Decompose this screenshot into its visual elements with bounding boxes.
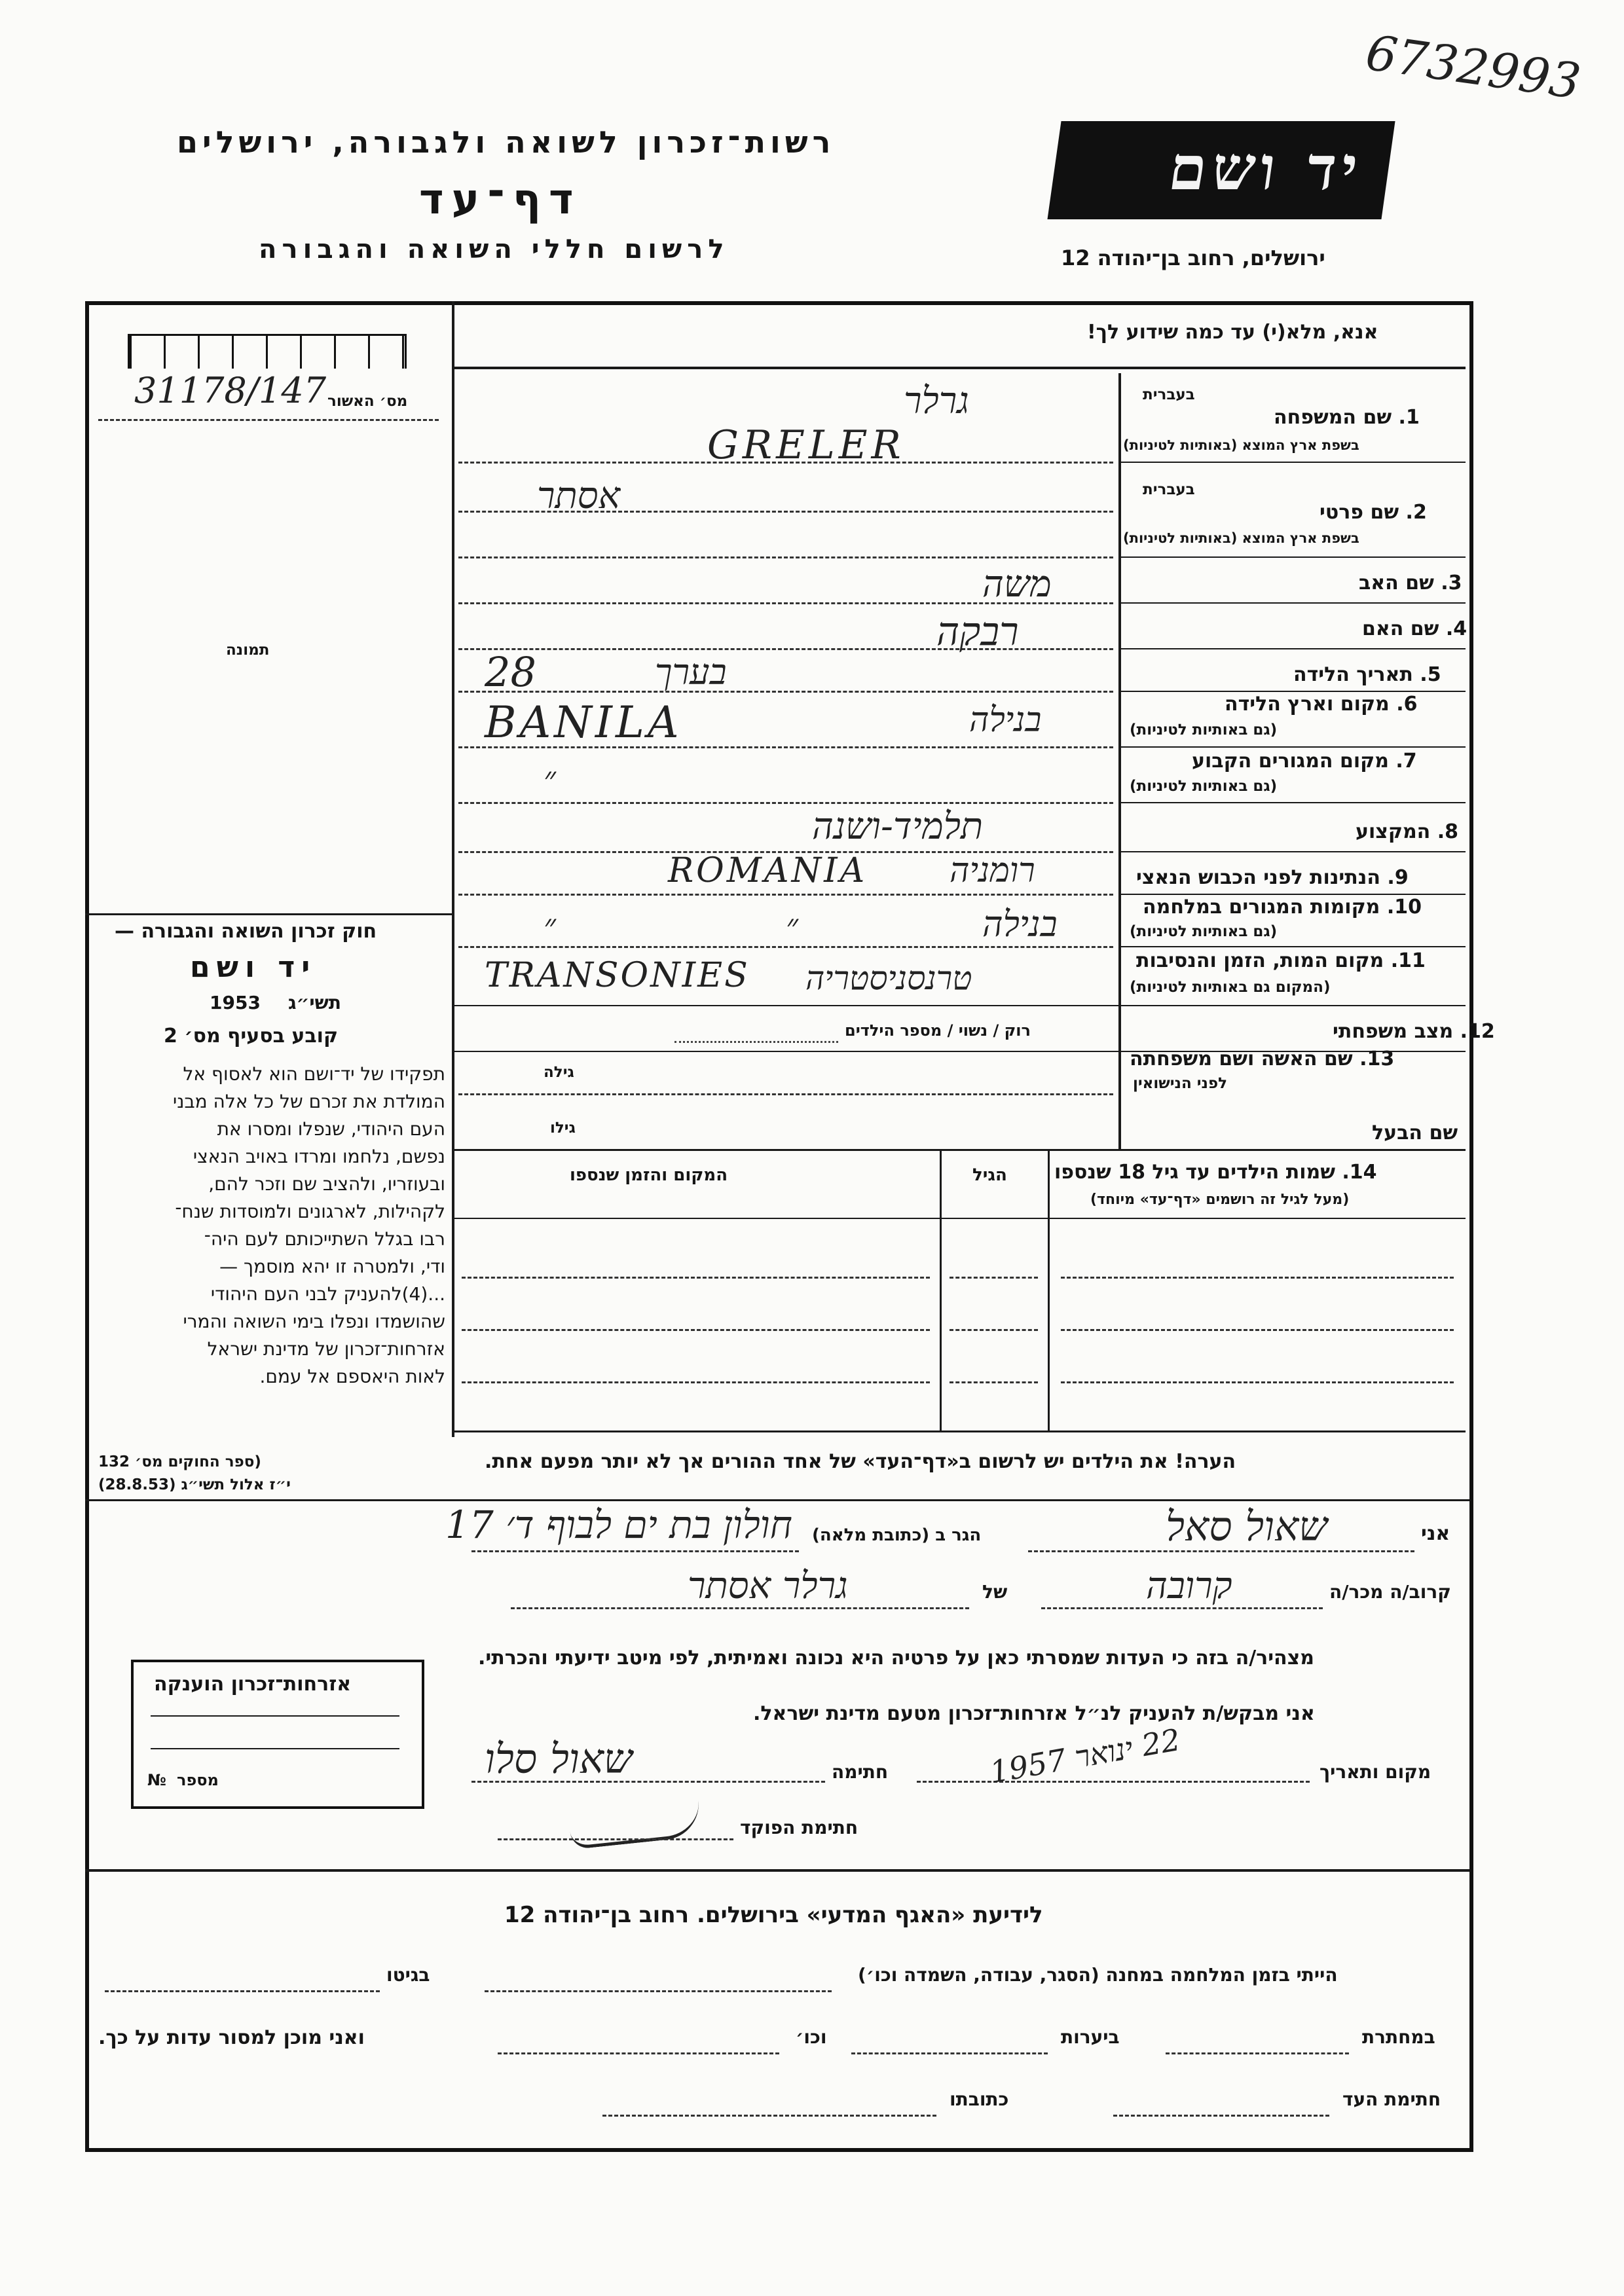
- decl-date-stamp: 22 ינואר 1957: [987, 1721, 1183, 1791]
- value-surname-he: גרלר: [904, 380, 969, 422]
- form-title: דף־עד: [419, 175, 581, 224]
- footer-line2a: במחתרת: [1362, 2026, 1435, 2048]
- children-col-place: המקום והזמן שנספו: [570, 1165, 728, 1185]
- value-father: משה: [982, 563, 1052, 606]
- decl-place-date-label: מקום ותאריך: [1320, 1761, 1431, 1783]
- register-number: 31178/147: [134, 370, 327, 411]
- value-surname-lat: GRELER: [707, 422, 905, 468]
- wife-age-label: גילה: [544, 1064, 574, 1081]
- law-gazette-date: י״ז אלול תשי״ג (28.8.53): [98, 1476, 291, 1493]
- value-residence-ditto: ״: [544, 759, 556, 797]
- value-nationality-he: רומניה: [950, 851, 1035, 890]
- value-mother: רבקה: [936, 609, 1019, 655]
- register-label: מס׳ האשור: [327, 393, 408, 410]
- value-wartime-ditto-2: ״: [786, 907, 798, 945]
- plea-text: אנא, מלא(י) עד כמה שידוע לך!: [1087, 321, 1378, 344]
- law-text-line: ודי, ולמטרה זו יהא מוסמך —: [219, 1256, 445, 1277]
- field-firstname-label: 2. שם פרטי: [1320, 501, 1427, 524]
- photo-label: תמונה: [226, 642, 270, 659]
- field-surname-sub: בשפת ארץ המוצא (באותיות לטיניות): [1123, 437, 1359, 453]
- field-death-sub: (המקום גם באותיות לטיניות): [1130, 979, 1331, 996]
- citizenship-box-title: אזרחות־זכרון הוענקה: [154, 1673, 352, 1696]
- field-wartime-sub: (גם באותיות לטיניות): [1130, 923, 1278, 940]
- register-box: [128, 334, 407, 369]
- field-surname-label: 1. שם המשפחה: [1274, 406, 1420, 429]
- footer-line2c: וכו׳: [796, 2026, 827, 2048]
- footer-line2b: ביערות: [1061, 2026, 1120, 2048]
- decl-signature-label: חתימה: [832, 1761, 889, 1783]
- value-wartime-ditto: ״: [544, 907, 556, 945]
- note-text: הערה! את הילדים יש לרשום ב«דף־העד» של אחד ההורים אך לא יותר מפעם אחת.: [485, 1450, 1236, 1473]
- field-nationality-label: 9. הנתינות לפני הכבוש הנאצי: [1136, 866, 1409, 889]
- law-text-line: רבו בגלל השתייכותם לעם היה־: [204, 1228, 445, 1250]
- field-death-label: 11. מקום המות, הזמן והנסיבות: [1136, 949, 1426, 972]
- field-wartime-label: 10. מקומות המגורים במלחמה: [1143, 896, 1422, 919]
- law-text-line: לקהילות, לארגונים ולמוסדות שנח־: [175, 1201, 445, 1222]
- decl-signature: שאול סלו: [485, 1735, 633, 1783]
- husband-age-label: גילו: [550, 1120, 576, 1137]
- decl-signer-name: שאול סאל: [1166, 1503, 1328, 1550]
- law-text-line: תפקידו של יד־ושם הוא לאסוף אל: [183, 1063, 445, 1085]
- value-profession: תלמיד-ושנה: [812, 805, 984, 848]
- law-text-line: שהושמדו ונפלו בימי השואה והמרי: [183, 1311, 445, 1332]
- in-hebrew-label: בעברית: [1143, 386, 1195, 403]
- field-marital-label: 12. מצב משפחתי: [1333, 1020, 1495, 1043]
- logo-text: יד ושם: [1164, 133, 1368, 204]
- footer-line3a: חתימת העד: [1342, 2088, 1441, 2110]
- value-wartime-he: בנילה: [982, 903, 1058, 945]
- field-firstname-sub: בשפת ארץ המוצא (באותיות לטיניות): [1123, 530, 1359, 546]
- institute-name: רשות־זכרון לשואה ולגבורה, ירושלים: [177, 124, 836, 160]
- law-year-heb: תשי״ג: [288, 992, 341, 1013]
- value-nationality-lat: ROMANIA: [668, 851, 868, 890]
- law-clause: קובע בסעיף מס׳ 2: [164, 1025, 339, 1048]
- value-birthplace-he: בנילה: [969, 701, 1042, 740]
- law-text-line: העם היהודי, שנפלו ומסרו את: [217, 1118, 445, 1140]
- decl-request: אני מבקש/ת להעניק לנ״ל אזרחות־זכרון מטעם מדינת ישראל.: [753, 1702, 1315, 1725]
- field-children-sub: (מעל לגיל זה רושמים «דף־עד» מיוחד): [1090, 1192, 1350, 1208]
- value-birth-year: 28: [485, 648, 536, 696]
- decl-of-name: גרלר אסתר: [688, 1565, 848, 1607]
- law-heading: חוק זכרון השואה והגבורה —: [115, 920, 377, 943]
- law-gazette: (ספר החוקים מס׳ 132: [98, 1453, 261, 1470]
- value-birth-note: בערך: [655, 651, 727, 693]
- field-birthplace-label: 6. מקום וארץ הלידה: [1225, 693, 1418, 716]
- footer-line3b: כתובתו: [950, 2088, 1009, 2110]
- law-text-line: לאות היאספם אל עמם.: [259, 1366, 445, 1387]
- value-firstname-he: אסתר: [537, 475, 621, 517]
- field-residence-label: 7. מקום המגורים הקבוע: [1192, 750, 1417, 773]
- footer-line1a: הייתי בזמן המלחמה במחנה (הסגר, עבודה, השמדה וכו׳): [858, 1964, 1338, 1986]
- field-birthdate-label: 5. תאריך הלידה: [1293, 663, 1441, 686]
- law-text-line: נפשם, נלחמו ומרדו באויב הנאצי: [193, 1146, 445, 1167]
- law-text-line: אזרחות־זכרון של מדינת ישראל: [207, 1338, 445, 1360]
- value-birthplace-lat: BANILA: [485, 697, 682, 748]
- field-mother-label: 4. שם האם: [1362, 617, 1467, 640]
- decl-relation: קרובה: [1146, 1565, 1232, 1607]
- law-text-line: ...(4)להעניק לבני העם היהודי: [210, 1283, 445, 1305]
- field-profession-label: 8. המקצוע: [1356, 820, 1458, 843]
- decl-statement: מצהיר/ה בזה כי העדות שמסרתי כאן על פרטיה היא נכונה ואמיתית, לפי מיטב ידיעתי והכרתי.: [478, 1647, 1314, 1669]
- footer-line1b: בגיטו: [386, 1964, 430, 1986]
- law-name: יד ושם: [190, 951, 317, 984]
- children-col-age: הגיל: [972, 1165, 1007, 1185]
- decl-relative-label: קרוב/ה מכר/ה: [1329, 1581, 1451, 1603]
- value-death-he: טרנסניסטריה: [805, 959, 972, 997]
- citizenship-box-number: מספר: [177, 1771, 219, 1789]
- archive-number: 6732993: [1362, 24, 1584, 111]
- field-residence-sub: (גם באותיות לטיניות): [1130, 778, 1278, 795]
- decl-of-label: של: [982, 1581, 1008, 1603]
- yad-vashem-logo: [1047, 121, 1395, 219]
- law-text-line: המולדת את זכרם של כל אלה מבני: [172, 1091, 445, 1112]
- value-death-lat: TRANSONIES: [485, 956, 750, 995]
- field-father-label: 3. שם האב: [1359, 572, 1462, 594]
- footer-line2d: ואני מוכן למסור עדות על כך.: [98, 2026, 365, 2049]
- field-children-label: 14. שמות הילדים עד גיל 18 שנספו: [1054, 1161, 1377, 1184]
- law-year: 1953: [210, 992, 261, 1013]
- in-hebrew-label-2: בעברית: [1143, 481, 1195, 498]
- decl-officer-label: חתימת הפוקד: [740, 1817, 858, 1838]
- header-address: ירושלים, רחוב בן־יהודה 12: [1061, 246, 1325, 270]
- field-marital-options: רוק / נשוי / מספר הילדים: [845, 1021, 1031, 1040]
- field-husband-label: שם הבעל: [1372, 1121, 1458, 1144]
- field-birthplace-sub: (גם באותיות לטיניות): [1130, 721, 1278, 738]
- field-wife-label: 13. שם האשה ושם משפחתה: [1130, 1048, 1395, 1070]
- field-wife-sub: לפני הנישואין: [1133, 1075, 1227, 1092]
- law-text: [92, 1061, 445, 1391]
- footer-title: לידיעת «האגף המדעי» בירושלים. רחוב בן־יהודה 12: [504, 1902, 1043, 1928]
- decl-address: חולון בת ים לבוף ד׳ 17: [445, 1503, 792, 1547]
- decl-i: אני: [1421, 1522, 1450, 1545]
- decl-resident-label: הגר ב (כתובת מלאה): [812, 1525, 982, 1545]
- law-text-line: ובעוזריו, ולהציב שם וזכר להם,: [208, 1173, 445, 1195]
- form-subtitle: לרשום חללי השואה והגבורה: [259, 234, 729, 264]
- citizenship-box-no: №: [147, 1771, 166, 1789]
